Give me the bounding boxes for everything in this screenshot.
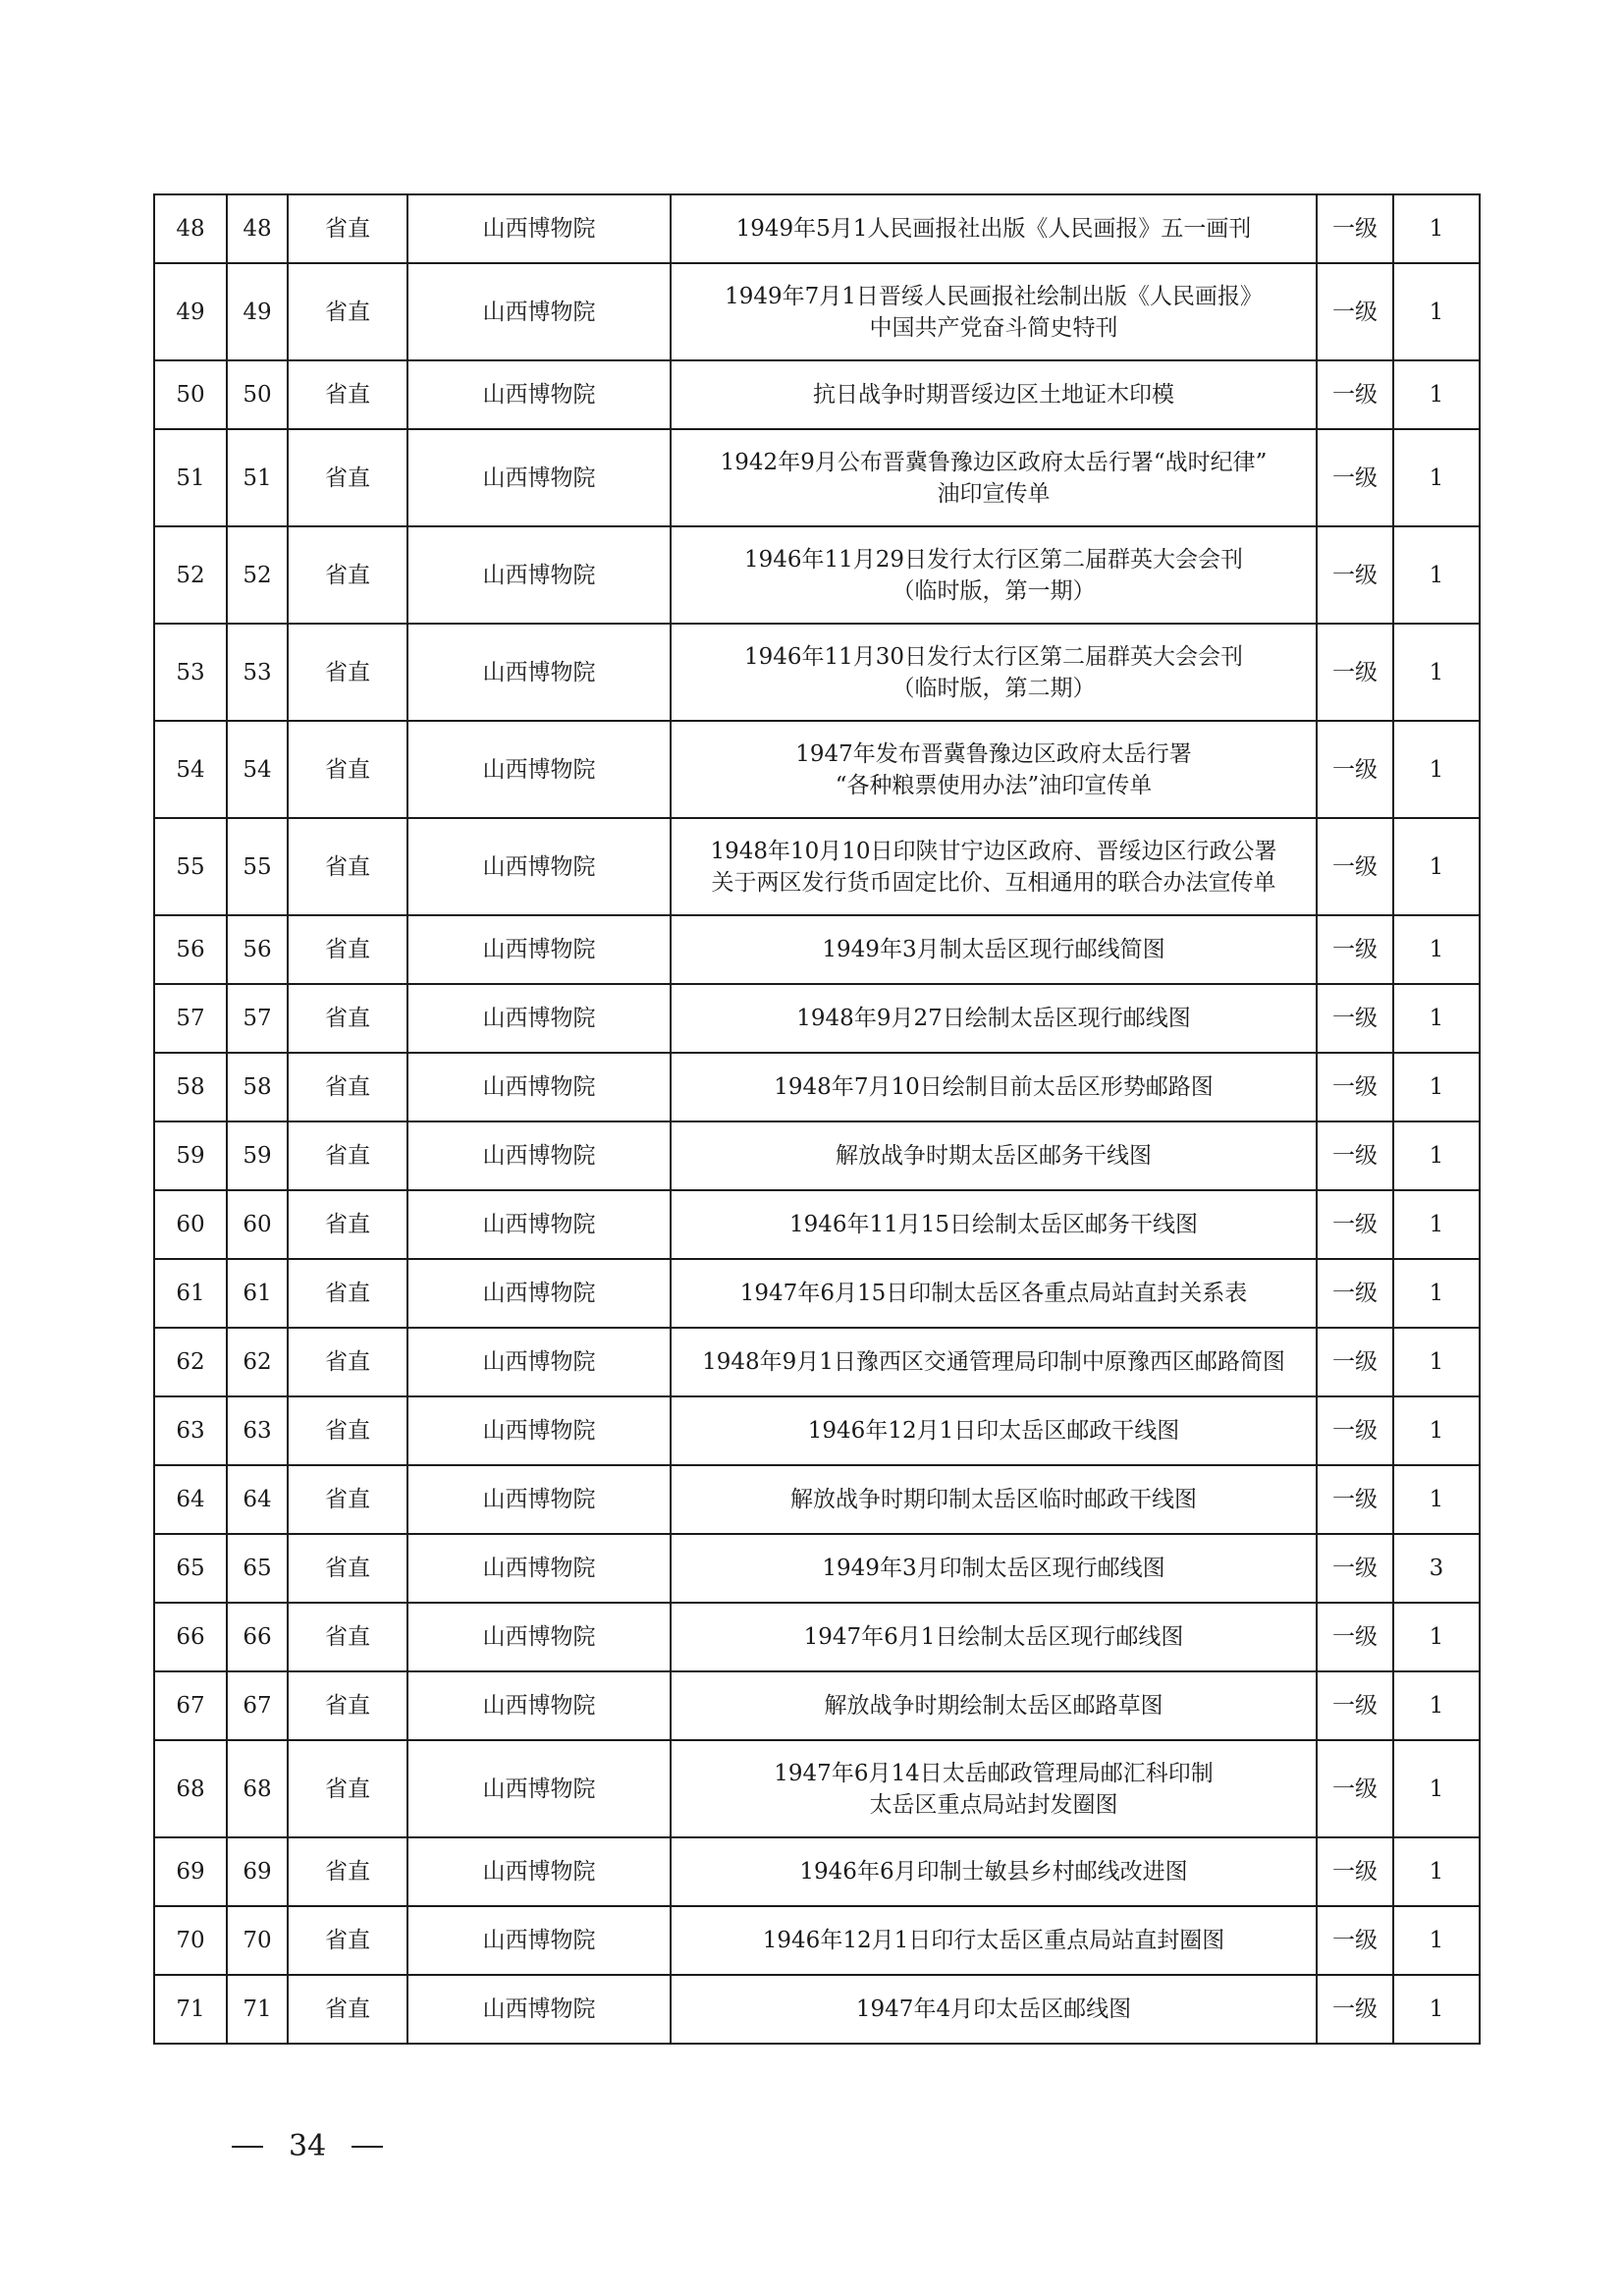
quantity-cell: 1	[1393, 984, 1480, 1053]
seq-cell: 54	[154, 721, 227, 818]
number-cell: 55	[227, 818, 288, 915]
table-row	[154, 915, 1480, 984]
grade-cell: 一级	[1317, 429, 1393, 526]
title-line: 1946年11月15日绘制太岳区邮务干线图	[788, 1212, 1199, 1237]
title-line: 1949年7月1日晋绥人民画报社绘制出版《人民画报》	[725, 283, 1263, 309]
table-row	[154, 721, 1480, 818]
quantity-cell: 1	[1393, 721, 1480, 818]
table-row	[154, 429, 1480, 526]
grade-cell: 一级	[1317, 624, 1393, 721]
title-cell	[671, 915, 1317, 984]
quantity-cell: 1	[1393, 194, 1480, 263]
grade-cell: 一级	[1317, 1975, 1393, 2044]
grade-cell: 一级	[1317, 1259, 1393, 1328]
seq-cell: 49	[154, 263, 227, 360]
unit-cell: 山西博物院	[407, 1396, 671, 1465]
unit-cell: 山西博物院	[407, 1603, 671, 1671]
grade-cell: 一级	[1317, 1121, 1393, 1190]
title-line: 1948年9月1日豫西区交通管理局印制中原豫西区邮路简图	[702, 1349, 1285, 1375]
table-row	[154, 1328, 1480, 1396]
table-row	[154, 1671, 1480, 1740]
number-cell: 66	[227, 1603, 288, 1671]
category-cell: 省直	[288, 1906, 407, 1975]
number-cell: 48	[227, 194, 288, 263]
title-cell	[671, 984, 1317, 1053]
seq-cell: 71	[154, 1975, 227, 2044]
table-row	[154, 360, 1480, 429]
seq-cell: 58	[154, 1053, 227, 1121]
title-line: 1947年发布晋冀鲁豫边区政府太岳行署	[795, 740, 1192, 767]
number-cell: 58	[227, 1053, 288, 1121]
category-cell: 省直	[288, 263, 407, 360]
grade-cell: 一级	[1317, 818, 1393, 915]
unit-cell: 山西博物院	[407, 263, 671, 360]
table-row	[154, 1837, 1480, 1906]
title-line: （临时版，第一期）	[892, 577, 1096, 604]
title-line: 抗日战争时期晋绥边区土地证木印模	[813, 382, 1174, 408]
unit-cell: 山西博物院	[407, 1328, 671, 1396]
grade-cell: 一级	[1317, 263, 1393, 360]
seq-cell: 65	[154, 1534, 227, 1603]
grade-cell: 一级	[1317, 1671, 1393, 1740]
seq-cell: 56	[154, 915, 227, 984]
quantity-cell: 1	[1393, 1053, 1480, 1121]
title-line: 1948年7月10日绘制目前太岳区形势邮路图	[774, 1074, 1214, 1100]
number-cell: 61	[227, 1259, 288, 1328]
title-cell	[671, 1465, 1317, 1534]
category-cell: 省直	[288, 1534, 407, 1603]
category-cell: 省直	[288, 1328, 407, 1396]
grade-cell: 一级	[1317, 1396, 1393, 1465]
table-row	[154, 526, 1480, 624]
number-cell: 69	[227, 1837, 288, 1906]
quantity-cell: 1	[1393, 1740, 1480, 1837]
category-cell: 省直	[288, 984, 407, 1053]
category-cell: 省直	[288, 526, 407, 624]
category-cell: 省直	[288, 1190, 407, 1259]
number-cell: 60	[227, 1190, 288, 1259]
quantity-cell: 1	[1393, 915, 1480, 984]
number-cell: 49	[227, 263, 288, 360]
table-row	[154, 263, 1480, 360]
page-footer	[232, 2127, 383, 2166]
title-line: （临时版，第二期）	[892, 675, 1096, 701]
title-cell	[671, 1603, 1317, 1671]
title-line: 1948年10月10日印陕甘宁边区政府、晋绥边区行政公署	[710, 838, 1277, 864]
title-line: 1947年4月印太岳区邮线图	[855, 1996, 1132, 2022]
quantity-cell: 1	[1393, 360, 1480, 429]
unit-cell: 山西博物院	[407, 429, 671, 526]
grade-cell: 一级	[1317, 1465, 1393, 1534]
number-cell: 50	[227, 360, 288, 429]
unit-cell: 山西博物院	[407, 1190, 671, 1259]
seq-cell: 50	[154, 360, 227, 429]
title-line: 1947年6月15日印制太岳区各重点局站直封关系表	[739, 1281, 1248, 1306]
category-cell: 省直	[288, 194, 407, 263]
title-cell	[671, 263, 1317, 360]
table-row	[154, 1121, 1480, 1190]
table-row	[154, 1975, 1480, 2044]
grade-cell: 一级	[1317, 1053, 1393, 1121]
title-line: 太岳区重点局站封发圈图	[869, 1791, 1118, 1818]
title-cell	[671, 1259, 1317, 1328]
title-cell	[671, 1190, 1317, 1259]
title-line: 1949年5月1人民画报社出版《人民画报》五一画刊	[735, 216, 1252, 242]
number-cell: 68	[227, 1740, 288, 1837]
category-cell: 省直	[288, 1259, 407, 1328]
grade-cell: 一级	[1317, 526, 1393, 624]
unit-cell: 山西博物院	[407, 1259, 671, 1328]
title-cell	[671, 1396, 1317, 1465]
quantity-cell: 1	[1393, 1328, 1480, 1396]
number-cell: 59	[227, 1121, 288, 1190]
grade-cell: 一级	[1317, 1740, 1393, 1837]
number-cell: 71	[227, 1975, 288, 2044]
title-line: 1946年6月印制士敏县乡村邮线改进图	[799, 1859, 1188, 1885]
unit-cell: 山西博物院	[407, 1837, 671, 1906]
grade-cell: 一级	[1317, 360, 1393, 429]
page-number: 34	[289, 2129, 327, 2163]
table-row	[154, 1259, 1480, 1328]
quantity-cell: 1	[1393, 1603, 1480, 1671]
number-cell: 65	[227, 1534, 288, 1603]
grade-cell: 一级	[1317, 1190, 1393, 1259]
title-line: 解放战争时期太岳区邮务干线图	[836, 1143, 1152, 1169]
grade-cell: 一级	[1317, 194, 1393, 263]
title-cell	[671, 721, 1317, 818]
unit-cell: 山西博物院	[407, 1906, 671, 1975]
quantity-cell: 1	[1393, 1975, 1480, 2044]
unit-cell: 山西博物院	[407, 360, 671, 429]
title-cell	[671, 624, 1317, 721]
table-row	[154, 1740, 1480, 1837]
title-cell	[671, 1671, 1317, 1740]
unit-cell: 山西博物院	[407, 1671, 671, 1740]
relics-table	[153, 193, 1481, 2045]
title-cell	[671, 194, 1317, 263]
table-row	[154, 984, 1480, 1053]
title-line: 1947年6月14日太岳邮政管理局邮汇科印制	[774, 1760, 1214, 1786]
title-line: 1942年9月公布晋冀鲁豫边区政府太岳行署“战时纪律”	[720, 449, 1268, 475]
title-cell	[671, 1328, 1317, 1396]
title-line: 1946年12月1日印太岳区邮政干线图	[807, 1418, 1180, 1444]
seq-cell: 70	[154, 1906, 227, 1975]
number-cell: 67	[227, 1671, 288, 1740]
category-cell: 省直	[288, 360, 407, 429]
unit-cell: 山西博物院	[407, 194, 671, 263]
title-line: 1948年9月27日绘制太岳区现行邮线图	[796, 1006, 1191, 1031]
grade-cell: 一级	[1317, 721, 1393, 818]
title-cell	[671, 526, 1317, 624]
number-cell: 70	[227, 1906, 288, 1975]
title-line: 1946年11月30日发行太行区第二届群英大会会刊	[743, 643, 1244, 670]
quantity-cell: 1	[1393, 526, 1480, 624]
seq-cell: 62	[154, 1328, 227, 1396]
title-cell	[671, 429, 1317, 526]
seq-cell: 52	[154, 526, 227, 624]
seq-cell: 57	[154, 984, 227, 1053]
seq-cell: 69	[154, 1837, 227, 1906]
category-cell: 省直	[288, 1975, 407, 2044]
unit-cell: 山西博物院	[407, 1534, 671, 1603]
unit-cell: 山西博物院	[407, 818, 671, 915]
title-line: 1946年11月29日发行太行区第二届群英大会会刊	[743, 546, 1244, 573]
unit-cell: 山西博物院	[407, 1975, 671, 2044]
grade-cell: 一级	[1317, 1906, 1393, 1975]
category-cell: 省直	[288, 1396, 407, 1465]
unit-cell: 山西博物院	[407, 1121, 671, 1190]
number-cell: 62	[227, 1328, 288, 1396]
table-row	[154, 1603, 1480, 1671]
quantity-cell: 1	[1393, 1121, 1480, 1190]
quantity-cell: 1	[1393, 429, 1480, 526]
unit-cell: 山西博物院	[407, 1053, 671, 1121]
quantity-cell: 1	[1393, 1906, 1480, 1975]
title-line: 1949年3月制太岳区现行邮线简图	[822, 937, 1165, 962]
unit-cell: 山西博物院	[407, 526, 671, 624]
grade-cell: 一级	[1317, 915, 1393, 984]
quantity-cell: 1	[1393, 1671, 1480, 1740]
title-cell	[671, 1053, 1317, 1121]
title-cell	[671, 1740, 1317, 1837]
quantity-cell: 1	[1393, 263, 1480, 360]
title-line: 解放战争时期绘制太岳区邮路草图	[824, 1693, 1163, 1719]
title-cell	[671, 1906, 1317, 1975]
number-cell: 51	[227, 429, 288, 526]
table-row	[154, 1906, 1480, 1975]
title-line: 解放战争时期印制太岳区临时邮政干线图	[790, 1487, 1197, 1512]
title-cell	[671, 1975, 1317, 2044]
seq-cell: 66	[154, 1603, 227, 1671]
number-cell: 56	[227, 915, 288, 984]
title-line: 关于两区发行货币固定比价、互相通用的联合办法宣传单	[711, 869, 1276, 896]
category-cell: 省直	[288, 429, 407, 526]
title-cell	[671, 1837, 1317, 1906]
table-row	[154, 194, 1480, 263]
number-cell: 54	[227, 721, 288, 818]
title-line: 1947年6月1日绘制太岳区现行邮线图	[803, 1624, 1184, 1650]
table-row	[154, 624, 1480, 721]
grade-cell: 一级	[1317, 1328, 1393, 1396]
title-line: 中国共产党奋斗简史特刊	[869, 314, 1118, 341]
category-cell: 省直	[288, 1121, 407, 1190]
seq-cell: 51	[154, 429, 227, 526]
table-row	[154, 1465, 1480, 1534]
grade-cell: 一级	[1317, 1837, 1393, 1906]
title-line: 1949年3月印制太岳区现行邮线图	[822, 1556, 1165, 1581]
category-cell: 省直	[288, 1053, 407, 1121]
seq-cell: 67	[154, 1671, 227, 1740]
title-cell	[671, 818, 1317, 915]
table-row	[154, 1396, 1480, 1465]
number-cell: 64	[227, 1465, 288, 1534]
number-cell: 53	[227, 624, 288, 721]
seq-cell: 59	[154, 1121, 227, 1190]
quantity-cell: 1	[1393, 624, 1480, 721]
unit-cell: 山西博物院	[407, 721, 671, 818]
title-line: 油印宣传单	[937, 480, 1051, 507]
grade-cell: 一级	[1317, 1534, 1393, 1603]
category-cell: 省直	[288, 818, 407, 915]
unit-cell: 山西博物院	[407, 1465, 671, 1534]
table-row	[154, 1190, 1480, 1259]
category-cell: 省直	[288, 1465, 407, 1534]
table-row	[154, 1534, 1480, 1603]
grade-cell: 一级	[1317, 1603, 1393, 1671]
table-row	[154, 818, 1480, 915]
unit-cell: 山西博物院	[407, 915, 671, 984]
unit-cell: 山西博物院	[407, 984, 671, 1053]
quantity-cell: 1	[1393, 1259, 1480, 1328]
title-cell	[671, 1121, 1317, 1190]
grade-cell: 一级	[1317, 984, 1393, 1053]
category-cell: 省直	[288, 721, 407, 818]
category-cell: 省直	[288, 1837, 407, 1906]
seq-cell: 55	[154, 818, 227, 915]
number-cell: 57	[227, 984, 288, 1053]
quantity-cell: 1	[1393, 1190, 1480, 1259]
quantity-cell: 1	[1393, 1465, 1480, 1534]
seq-cell: 64	[154, 1465, 227, 1534]
seq-cell: 60	[154, 1190, 227, 1259]
title-line: “各种粮票使用办法”油印宣传单	[835, 772, 1153, 798]
quantity-cell: 3	[1393, 1534, 1480, 1603]
title-line: 1946年12月1日印行太岳区重点局站直封圈图	[762, 1928, 1225, 1953]
category-cell: 省直	[288, 1603, 407, 1671]
unit-cell: 山西博物院	[407, 624, 671, 721]
title-cell	[671, 1534, 1317, 1603]
category-cell: 省直	[288, 1671, 407, 1740]
seq-cell: 53	[154, 624, 227, 721]
seq-cell: 61	[154, 1259, 227, 1328]
number-cell: 63	[227, 1396, 288, 1465]
seq-cell: 48	[154, 194, 227, 263]
number-cell: 52	[227, 526, 288, 624]
category-cell: 省直	[288, 624, 407, 721]
seq-cell: 68	[154, 1740, 227, 1837]
category-cell: 省直	[288, 1740, 407, 1837]
unit-cell: 山西博物院	[407, 1740, 671, 1837]
quantity-cell: 1	[1393, 1396, 1480, 1465]
table-row	[154, 1053, 1480, 1121]
category-cell: 省直	[288, 915, 407, 984]
title-cell	[671, 360, 1317, 429]
left-dash	[232, 2146, 263, 2148]
quantity-cell: 1	[1393, 818, 1480, 915]
quantity-cell: 1	[1393, 1837, 1480, 1906]
seq-cell: 63	[154, 1396, 227, 1465]
right-dash	[352, 2146, 383, 2148]
relics-table-body	[154, 194, 1480, 2044]
